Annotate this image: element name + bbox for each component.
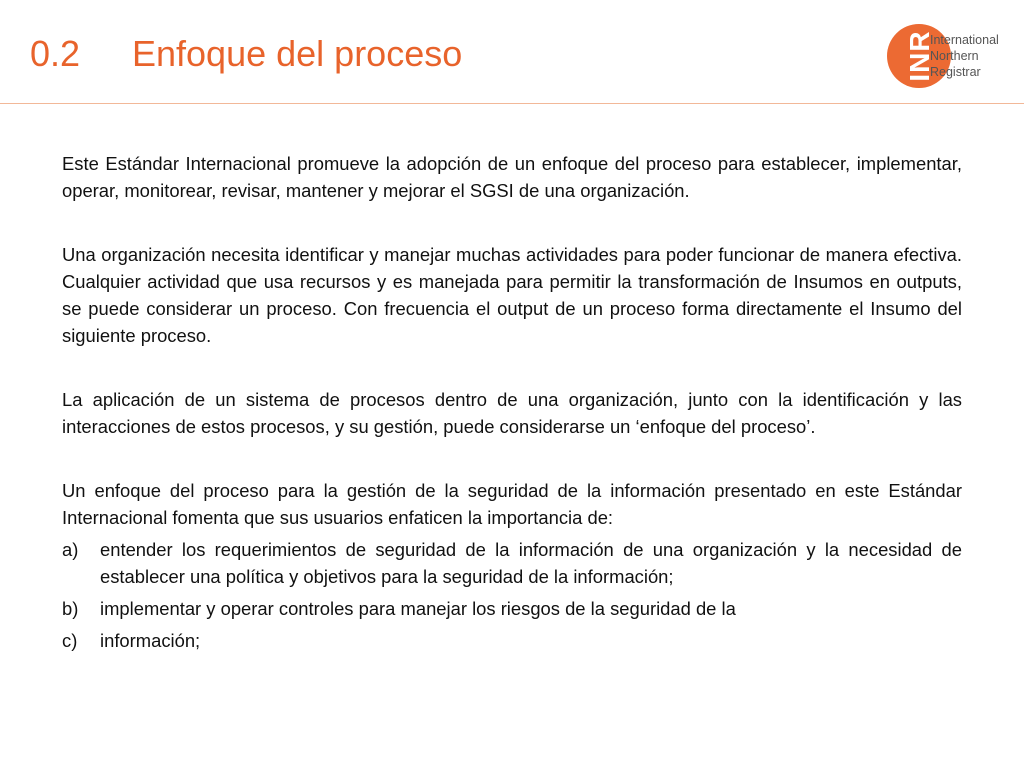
logo-wordmark	[930, 32, 999, 80]
logo-mark: INR	[904, 30, 935, 82]
slide-header	[0, 0, 1024, 104]
list-item-c	[62, 627, 962, 654]
section-number: 0.2	[30, 33, 81, 74]
list-item-text: implementar y operar controles para manejar los riesgos de la seguridad de la	[100, 598, 736, 619]
paragraph-1: Este Estándar Internacional promueve la adopción de un enfoque del proceso para establecer, implementar, operar, monitorear, revisar, mantener y mejorar el SGSI de una organización.	[62, 153, 962, 201]
paragraph-4: Un enfoque del proceso para la gestión de la seguridad de la información presentado en este Estándar Internacional fomenta que sus usuarios enfaticen la importancia de:	[62, 480, 962, 528]
inr-logo	[887, 24, 1017, 90]
list-marker: b)	[62, 598, 79, 619]
title-text: Enfoque del proceso	[132, 33, 463, 74]
list-item-text: entender los requerimientos de seguridad de la información de una organización y la necesidad de establecer una política y objetivos para la seguridad de la información;	[100, 539, 962, 587]
header-divider	[0, 103, 1024, 104]
slide-body	[62, 150, 962, 659]
paragraph-3: La aplicación de un sistema de procesos dentro de una organización, junto con la identificación y las interacciones de estos procesos, y su gestión, puede considerarse un ‘enfoque del proceso’.	[62, 389, 962, 437]
list-item-text: información;	[100, 630, 201, 651]
list-item-a	[62, 536, 962, 590]
slide-title	[30, 32, 462, 76]
logo-line-registrar: Registrar	[930, 65, 981, 79]
paragraph-2: Una organización necesita identificar y manejar muchas actividades para poder funcionar de manera efectiva. Cualquier actividad que usa recursos y es manejada para permitir la transformación de Insumos en outputs, se puede considerar un proceso. Con frecuencia el output de un proceso forma directamente el Insumo del siguiente proceso.	[62, 244, 962, 346]
list-marker: a)	[62, 539, 79, 560]
logo-line-northern: Northern	[930, 49, 979, 63]
list-item-b	[62, 595, 962, 622]
list-marker: c)	[62, 630, 78, 651]
logo-line-international: International	[930, 33, 999, 47]
